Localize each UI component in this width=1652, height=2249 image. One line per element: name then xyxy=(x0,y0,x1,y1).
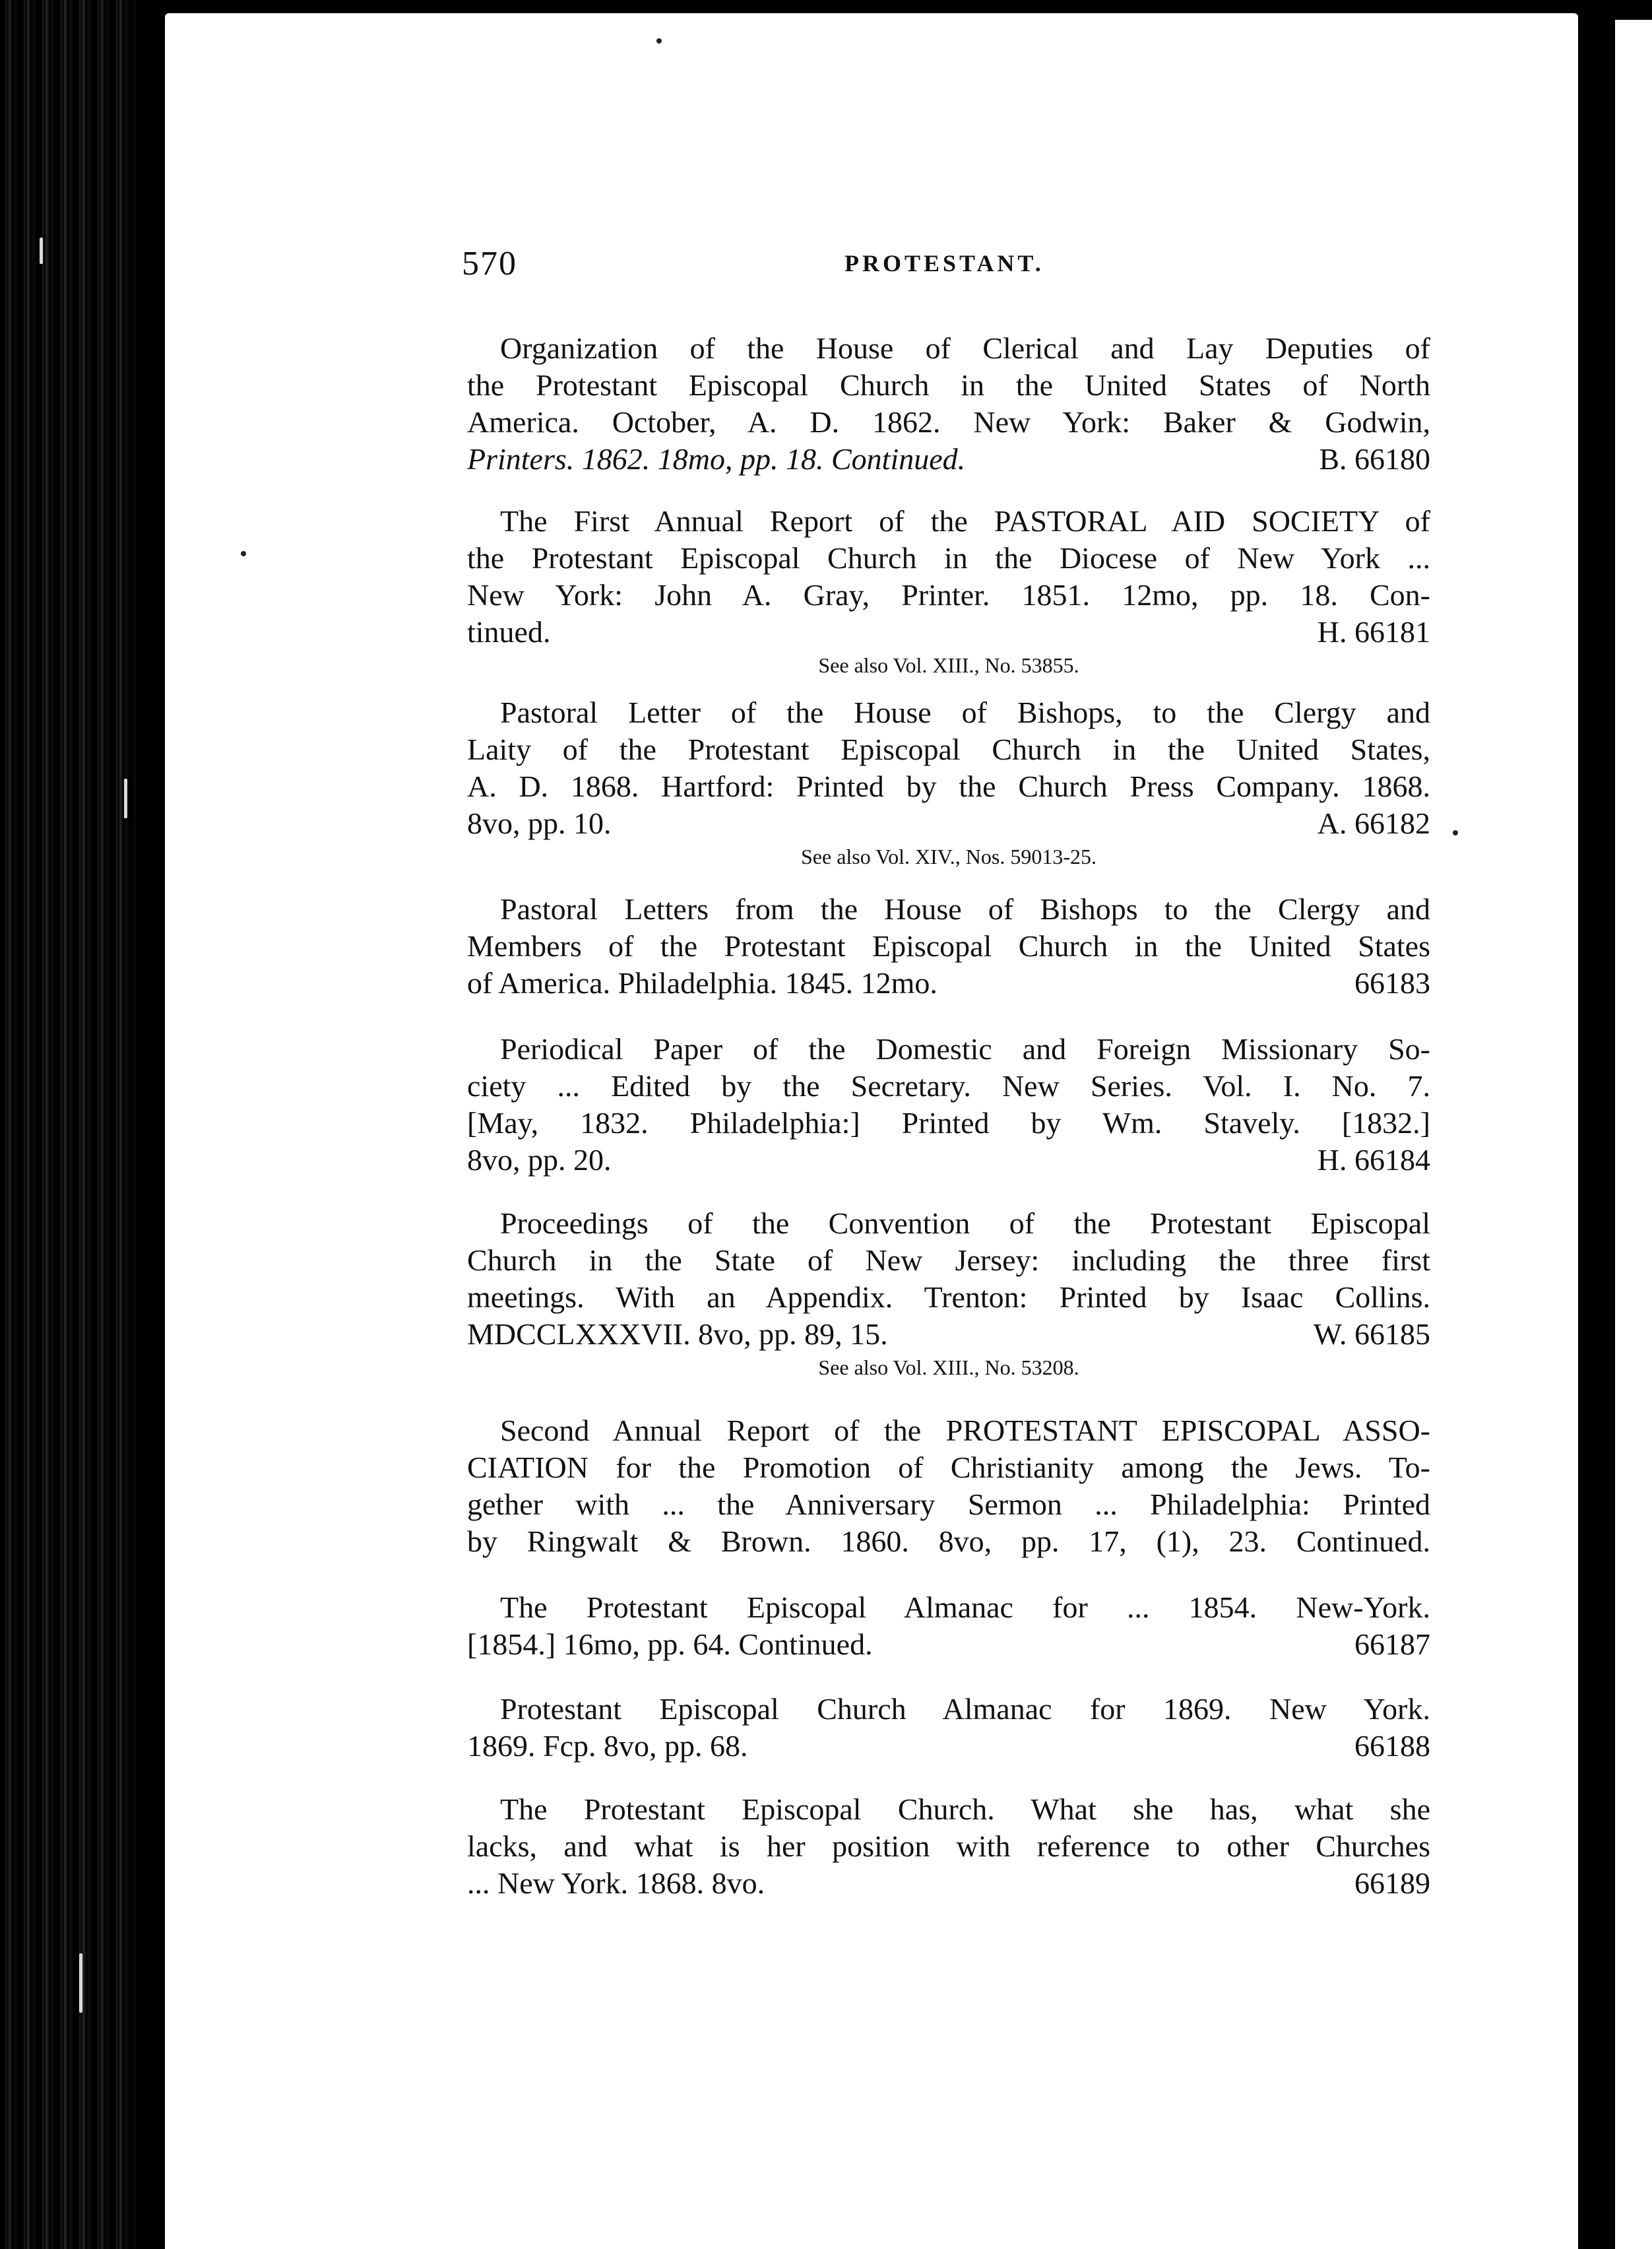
entry-line: America. October, A. D. 1862. New York: Baker & Godwin, xyxy=(467,405,1430,439)
entry-line: The Protestant Episcopal Almanac for ... 1854. New-York. xyxy=(500,1590,1430,1624)
entry-imprint: [1854.] 16mo, pp. 64. Continued. xyxy=(467,1627,873,1661)
entry-last-line xyxy=(467,1865,1430,1902)
bibliography-entry xyxy=(467,330,1430,478)
entry-number: 66188 xyxy=(1354,1729,1430,1763)
next-page-edge xyxy=(1606,20,1652,2249)
spine-highlight xyxy=(40,238,43,264)
entry-imprint: ... New York. 1868. 8vo. xyxy=(467,1866,765,1900)
entry-line: Protestant Episcopal Church Almanac for 1869. New York. xyxy=(500,1692,1430,1726)
page-header xyxy=(462,244,1425,282)
entry-line: by Ringwalt & Brown. 1860. 8vo, pp. 17, (1), 23. Continued. xyxy=(467,1524,1430,1558)
entry-number: A. 66182 xyxy=(1317,806,1430,840)
entry-number: H. 66181 xyxy=(1317,615,1430,649)
entry-imprint: Printers. 1862. 18mo, pp. 18. Continued. xyxy=(467,442,966,476)
page-speck xyxy=(656,38,662,44)
entry-line: Laity of the Protestant Episcopal Church in the United States, xyxy=(467,733,1430,766)
entry-last-line xyxy=(467,614,1430,651)
running-head: PROTESTANT. xyxy=(844,250,1044,277)
entry-line: Organization of the House of Clerical and Lay Deputies of xyxy=(500,331,1430,365)
entry-line: Proceedings of the Convention of the Protestant Episcopal xyxy=(500,1206,1430,1240)
entry-last-line xyxy=(467,1728,1430,1765)
spine-highlight xyxy=(79,1953,82,2013)
entry-line: The First Annual Report of the PASTORAL AID SOCIETY of xyxy=(500,504,1430,538)
entry-last-line xyxy=(467,1142,1430,1179)
entry-line: [May, 1832. Philadelphia:] Printed by Wm. Stavely. [1832.] xyxy=(467,1106,1430,1140)
entry-line: meetings. With an Appendix. Trenton: Printed by Isaac Collins. xyxy=(467,1280,1430,1314)
entry-imprint: 1869. Fcp. 8vo, pp. 68. xyxy=(467,1729,748,1763)
entry-line: A. D. 1868. Hartford: Printed by the Church Press Company. 1868. xyxy=(467,769,1430,803)
entry-last-line xyxy=(467,965,1430,1002)
bibliography-entry xyxy=(467,891,1430,1002)
see-also-note: See also Vol. XIV., Nos. 59013-25. xyxy=(800,845,1096,868)
page-number: 570 xyxy=(462,245,517,282)
entry-last-line xyxy=(467,1626,1430,1663)
spine-highlight xyxy=(124,779,127,818)
entry-number: 66187 xyxy=(1354,1627,1430,1661)
entry-imprint: 8vo, pp. 20. xyxy=(467,1143,612,1177)
entry-line: Periodical Paper of the Domestic and Foreign Missionary So- xyxy=(500,1032,1430,1066)
entry-line: the Protestant Episcopal Church in the United States of North xyxy=(467,368,1430,402)
entry-line: New York: John A. Gray, Printer. 1851. 12mo, pp. 18. Con- xyxy=(467,578,1430,612)
entry-line: Members of the Protestant Episcopal Church in the United States xyxy=(467,929,1430,963)
see-also-note: See also Vol. XIII., No. 53208. xyxy=(818,1355,1079,1379)
entry-line: lacks, and what is her position with reference to other Churches xyxy=(467,1829,1430,1863)
entry-line: The Protestant Episcopal Church. What she has, what she xyxy=(500,1792,1430,1826)
entry-line: Second Annual Report of the PROTESTANT EPISCOPAL ASSO- xyxy=(500,1414,1430,1447)
entry-number: H. 66184 xyxy=(1317,1143,1430,1177)
bibliography-entry xyxy=(467,1412,1430,1560)
page-speck xyxy=(1453,830,1458,835)
entry-last-line xyxy=(467,441,1430,478)
bibliography-entry xyxy=(467,1589,1430,1663)
page-speck xyxy=(241,551,246,556)
bibliography-entry xyxy=(467,1031,1430,1179)
entry-imprint: MDCCLXXXVII. 8vo, pp. 89, 15. xyxy=(467,1317,888,1351)
entry-imprint: tinued. xyxy=(467,615,551,649)
entry-last-line xyxy=(467,805,1430,842)
see-also-note: See also Vol. XIII., No. 53855. xyxy=(818,653,1079,677)
entry-line: Pastoral Letters from the House of Bishops to the Clergy and xyxy=(500,892,1430,926)
entry-imprint: of America. Philadelphia. 1845. 12mo. xyxy=(467,966,937,1000)
entry-line: the Protestant Episcopal Church in the Diocese of New York ... xyxy=(467,541,1430,575)
bibliography-entry xyxy=(467,1691,1430,1765)
bibliography-entry xyxy=(467,503,1430,680)
entry-last-line xyxy=(467,1316,1430,1353)
bibliography-entry xyxy=(467,1791,1430,1902)
bibliography-entry xyxy=(467,694,1430,871)
entry-line: Church in the State of New Jersey: including the three first xyxy=(467,1243,1430,1277)
entry-line: Pastoral Letter of the House of Bishops, to the Clergy and xyxy=(500,696,1430,729)
bibliography-entry xyxy=(467,1205,1430,1382)
entry-line: gether with ... the Anniversary Sermon ... Philadelphia: Printed xyxy=(467,1487,1430,1521)
entry-number: B. 66180 xyxy=(1319,442,1430,476)
book-spine xyxy=(0,0,135,2249)
entry-imprint: 8vo, pp. 10. xyxy=(467,806,612,840)
entry-number: 66183 xyxy=(1354,966,1430,1000)
entry-number: 66189 xyxy=(1354,1866,1430,1900)
entry-line: ciety ... Edited by the Secretary. New Series. Vol. I. No. 7. xyxy=(467,1069,1430,1103)
entry-line: CIATION for the Promotion of Christianity among the Jews. To- xyxy=(467,1450,1430,1484)
entry-number: W. 66185 xyxy=(1313,1317,1430,1351)
